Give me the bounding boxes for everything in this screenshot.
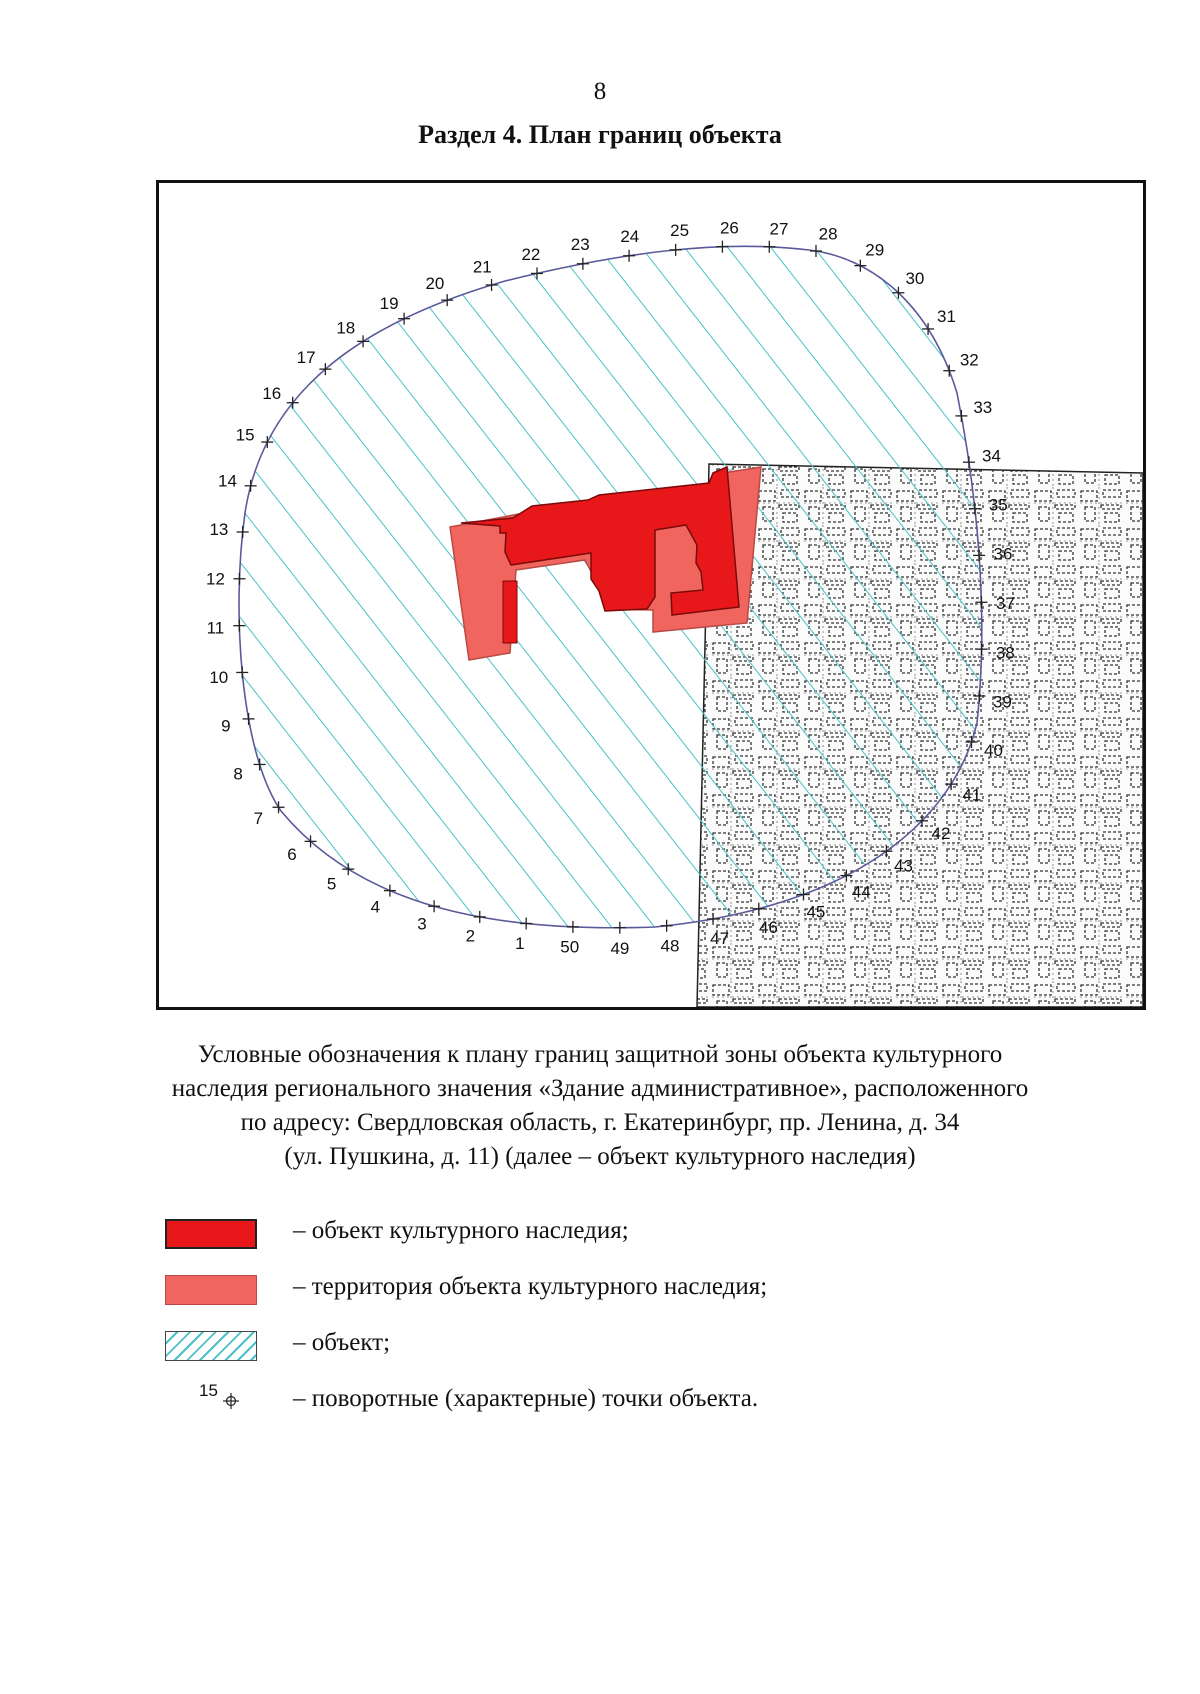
turning-point-label: 6 [287,845,297,865]
turning-point-label: 2 [465,926,476,946]
boundary-map [156,180,1146,1010]
heritage-object-swatch [165,1219,257,1249]
legend-item-turning-point [165,1383,1065,1439]
crosshair-icon [223,1393,239,1409]
turning-point-label: 47 [710,929,730,949]
turning-point-label: 15 [235,425,255,445]
heritage-territory-swatch [165,1275,257,1305]
turning-point-label: 30 [905,269,925,289]
turning-point-label: 36 [993,544,1013,564]
turning-point-label: 28 [818,224,838,244]
turning-point-label: 40 [984,741,1003,760]
turning-point-label: 32 [959,350,979,370]
turning-point [209,666,248,686]
section-title: Раздел 4. План границ объекта [418,120,782,149]
legend-item-heritage-object [165,1215,1065,1271]
turning-point [218,472,257,492]
legend-caption [100,1038,1100,1174]
legend-item-zone [165,1327,1065,1383]
turning-point-label: 29 [865,240,885,260]
page-number: 8 [593,78,607,105]
turning-point [236,425,274,448]
turning-point-label: 1 [515,933,525,953]
turning-point-label: 27 [769,219,789,239]
turning-point-label: 25 [670,221,690,241]
turning-point-label: 5 [326,874,337,894]
legend-item-heritage-territory [165,1271,1065,1327]
turning-point-label: 21 [472,257,492,277]
turning-point-label: 8 [233,764,243,784]
turning-point-label: 37 [995,594,1015,613]
turning-point [955,398,992,422]
turning-point-label: 9 [221,716,231,736]
turning-point-label: 33 [973,397,993,417]
map-legend [165,1215,1065,1439]
turning-point-label: 23 [570,234,590,254]
turning-point-label: 14 [218,471,237,491]
caption-line: (ул. Пушкина, д. 11) (далее – объект культурного наследия) [284,1143,916,1170]
turning-point [262,384,298,409]
turning-point-label: 22 [521,245,541,265]
turning-point-label: 42 [931,824,951,843]
legend-label: – территория объекта культурного наследия; [293,1273,768,1300]
turning-point-label: 4 [370,897,381,917]
turning-point-label: 48 [660,936,680,956]
turning-point-example-number: 15 [199,1381,218,1400]
turning-point-label: 49 [610,938,630,958]
zone-hatch-swatch [165,1331,257,1361]
turning-point-label: 26 [719,218,739,238]
turning-point-label: 7 [253,809,264,829]
legend-label: – поворотные (характерные) точки объекта. [293,1385,759,1412]
turning-point-label: 12 [206,569,225,589]
caption-line: по адресу: Свердловская область, г. Екатеринбург, пр. Ленина, д. 34 [240,1109,960,1136]
turning-point-label: 46 [758,918,778,938]
turning-point-label: 31 [937,307,956,327]
turning-point-label: 3 [417,914,427,934]
turning-point [963,446,1001,468]
turning-point-swatch [165,1381,257,1417]
turning-point-label: 13 [209,520,229,539]
turning-point-label: 39 [992,692,1012,712]
legend-label: – объект; [293,1329,391,1356]
turning-point-label: 38 [995,643,1015,663]
turning-point-label: 11 [206,618,225,638]
caption-line: Условные обозначения к плану границ защитной зоны объекта культурного [197,1041,1003,1068]
turning-point-label: 43 [894,856,913,876]
turning-point-label: 16 [262,383,282,403]
turning-point-label: 50 [560,937,580,957]
turning-point-label: 44 [851,882,871,902]
caption-line: наследия регионального значения «Здание административное», расположенного [171,1075,1029,1102]
turning-point-label: 41 [962,785,982,805]
turning-point [209,520,248,539]
turning-point-label: 20 [425,274,445,293]
turning-point-label: 19 [379,294,399,313]
turning-point-label: 17 [296,348,316,368]
turning-point-label: 10 [209,667,229,687]
turning-point-label: 34 [982,446,1001,466]
turning-point-label: 35 [988,495,1008,515]
turning-point-label: 18 [336,318,356,338]
turning-point-label: 45 [806,902,826,922]
turning-point-label: 24 [620,226,640,246]
legend-label: – объект культурного наследия; [293,1217,629,1244]
